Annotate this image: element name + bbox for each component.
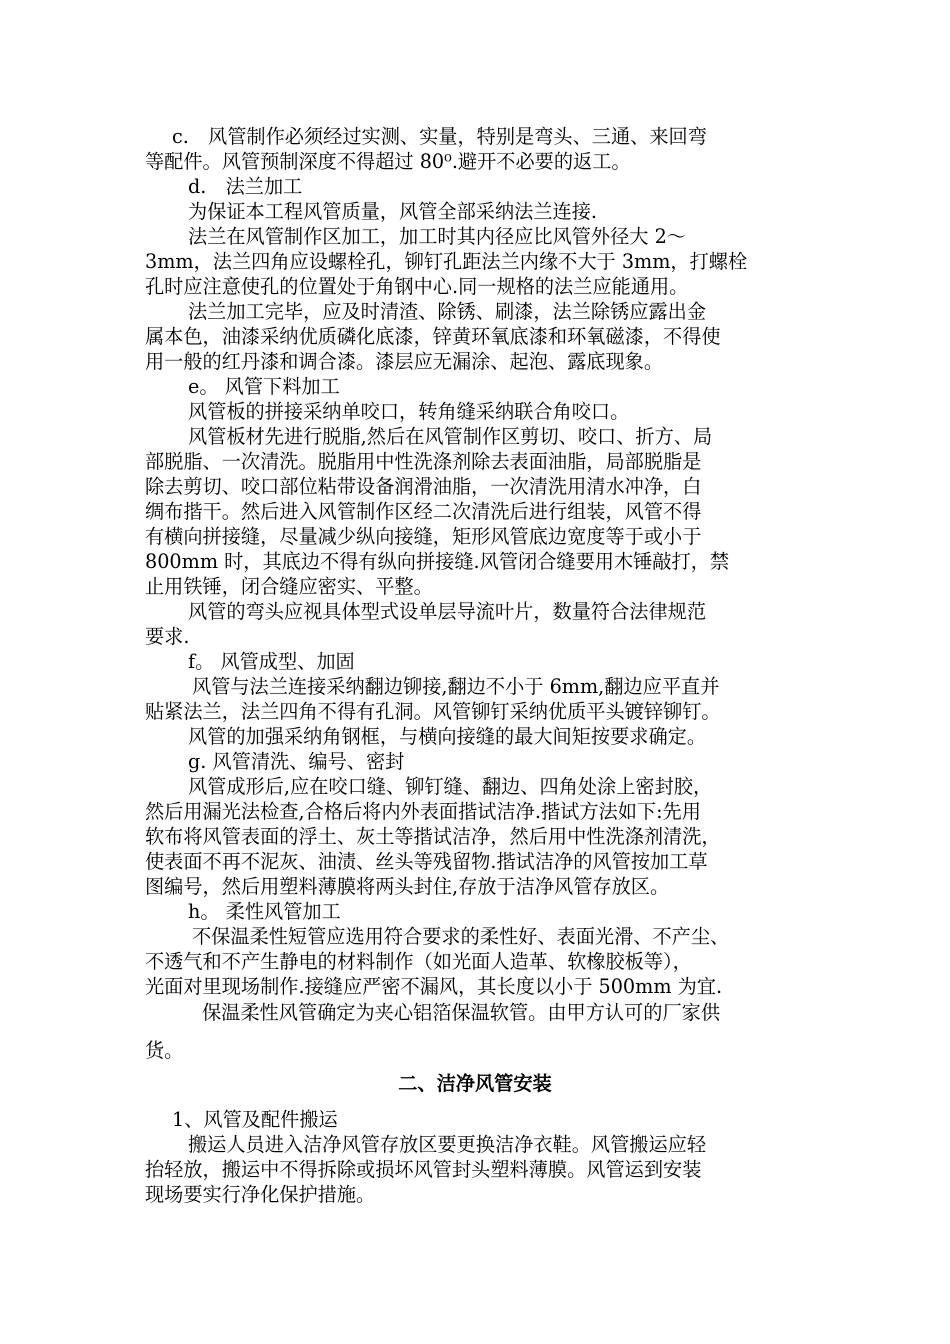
paragraph-line: 光面对里现场制作.接缝应严密不漏风，其长度以小于 500mm 为宜. [145,975,723,998]
paragraph-line: 等配件。风管预制深度不得超过 80⁰.避开不必要的返工。 [145,150,631,173]
paragraph-line: 使表面不再不泥灰、油渍、丝头等残留物.揩试洁净的风管按加工草 [145,850,708,873]
paragraph-line: 属本色，油漆采纳优质磷化底漆，锌黄环氧底漆和环氧磁漆，不得使 [145,325,721,348]
paragraph-line: 风管的弯头应视具体型式设单层导流叶片，数量符合法律规范 [188,600,707,623]
paragraph-line: 用一般的红丹漆和调合漆。漆层应无漏涂、起泡、露底现象。 [145,350,664,373]
paragraph-line: 现场要实行净化保护措施。 [145,1183,376,1206]
section-heading: 二、洁净风管安装 [398,1072,552,1095]
paragraph-line: 有横向拼接缝，尽量减少纵向接缝，矩形风管底边宽度等于或小于 [145,525,702,548]
paragraph-line: 搬运人员进入洁净风管存放区要更换洁净衣鞋。风管搬运应轻 [188,1133,707,1156]
section-title: f。 风管成型、加固 [188,650,355,673]
paragraph-line: 风管板的拼接采纳单咬口，转角缝采纳联合角咬口。 [188,400,630,423]
paragraph-line: 为保证本工程风管质量，风管全部采纳法兰连接. [188,200,598,223]
paragraph-line: c. 风管制作必须经过实测、实量，特别是弯头、三通、来回弯 [172,125,707,148]
paragraph-line: 风管与法兰连接采纳翻边铆接,翻边不小于 6mm,翻边应平直并 [192,675,720,698]
paragraph-line: 不透气和不产生静电的材料制作（如光面人造革、软橡胶板等）， [145,950,692,973]
paragraph-line: 风管成形后,应在咬口缝、铆钉缝、翻边、四角处涂上密封胶， [188,775,713,798]
paragraph-line: 抬轻放，搬运中不得拆除或损坏风管封头塑料薄膜。风管运到安装 [145,1158,702,1181]
paragraph-line: 法兰在风管制作区加工，加工时其内径应比风管外径大 2～ [188,225,686,248]
section-title: d. 法兰加工 [188,175,303,198]
section-title: h。 柔性风管加工 [188,900,341,923]
paragraph-line: 除去剪切、咬口部位粘带设备润滑油脂，一次清洗用清水冲净，白 [145,475,702,498]
paragraph-line: 然后用漏光法检查,合格后将内外表面揩试洁净.揩试方法如下:先用 [145,800,701,823]
paragraph-line: 绸布揩干。然后进入风管制作区经二次清洗后进行组装，风管不得 [145,500,702,523]
paragraph-line: 止用铁锤，闭合缝应密实、平整。 [145,575,433,598]
paragraph-line: 3mm，法兰四角应设螺栓孔，铆钉孔距法兰内缘不大于 3mm，打螺栓 [145,250,748,273]
paragraph-line: 要求. [145,625,190,648]
paragraph-line: 软布将风管表面的浮土、灰土等揩试洁净，然后用中性洗涤剂清洗， [145,825,721,848]
section-title: g. 风管清洗、编号、密封 [188,750,405,773]
paragraph-line: 不保温柔性短管应选用符合要求的柔性好、表面光滑、不产尘、 [192,925,730,948]
paragraph-line: 贴紧法兰，法兰四角不得有孔洞。风管铆钉采纳优质平头镀锌铆钉。 [145,700,721,723]
paragraph-line: 货。 [145,1039,184,1062]
subsection-title: 1、风管及配件搬运 [172,1108,338,1131]
paragraph-line: 风管的加强采纳角钢框，与横向接缝的最大间矩按要求确定。 [188,725,707,748]
section-title: e。 风管下料加工 [188,375,340,398]
paragraph-line: 孔时应注意使孔的位置处于角钢中心.同一规格的法兰应能通用。 [145,275,689,298]
paragraph-line: 保温柔性风管确定为夹心铝箔保温软管。由甲方认可的厂家供 [202,1001,721,1024]
paragraph-line: 风管板材先进行脱脂,然后在风管制作区剪切、咬口、折方、局 [188,425,713,448]
paragraph-line: 800mm 时，其底边不得有纵向拼接缝.风管闭合缝要用木锤敲打，禁 [145,550,730,573]
paragraph-line: 图编号，然后用塑料薄膜将两头封住,存放于洁净风管存放区。 [145,875,670,898]
paragraph-line: 法兰加工完毕，应及时清渣、除锈、刷漆，法兰除锈应露出金 [188,300,707,323]
paragraph-line: 部脱脂、一次清洗。脱脂用中性洗涤剂除去表面油脂，局部脱脂是 [145,450,702,473]
